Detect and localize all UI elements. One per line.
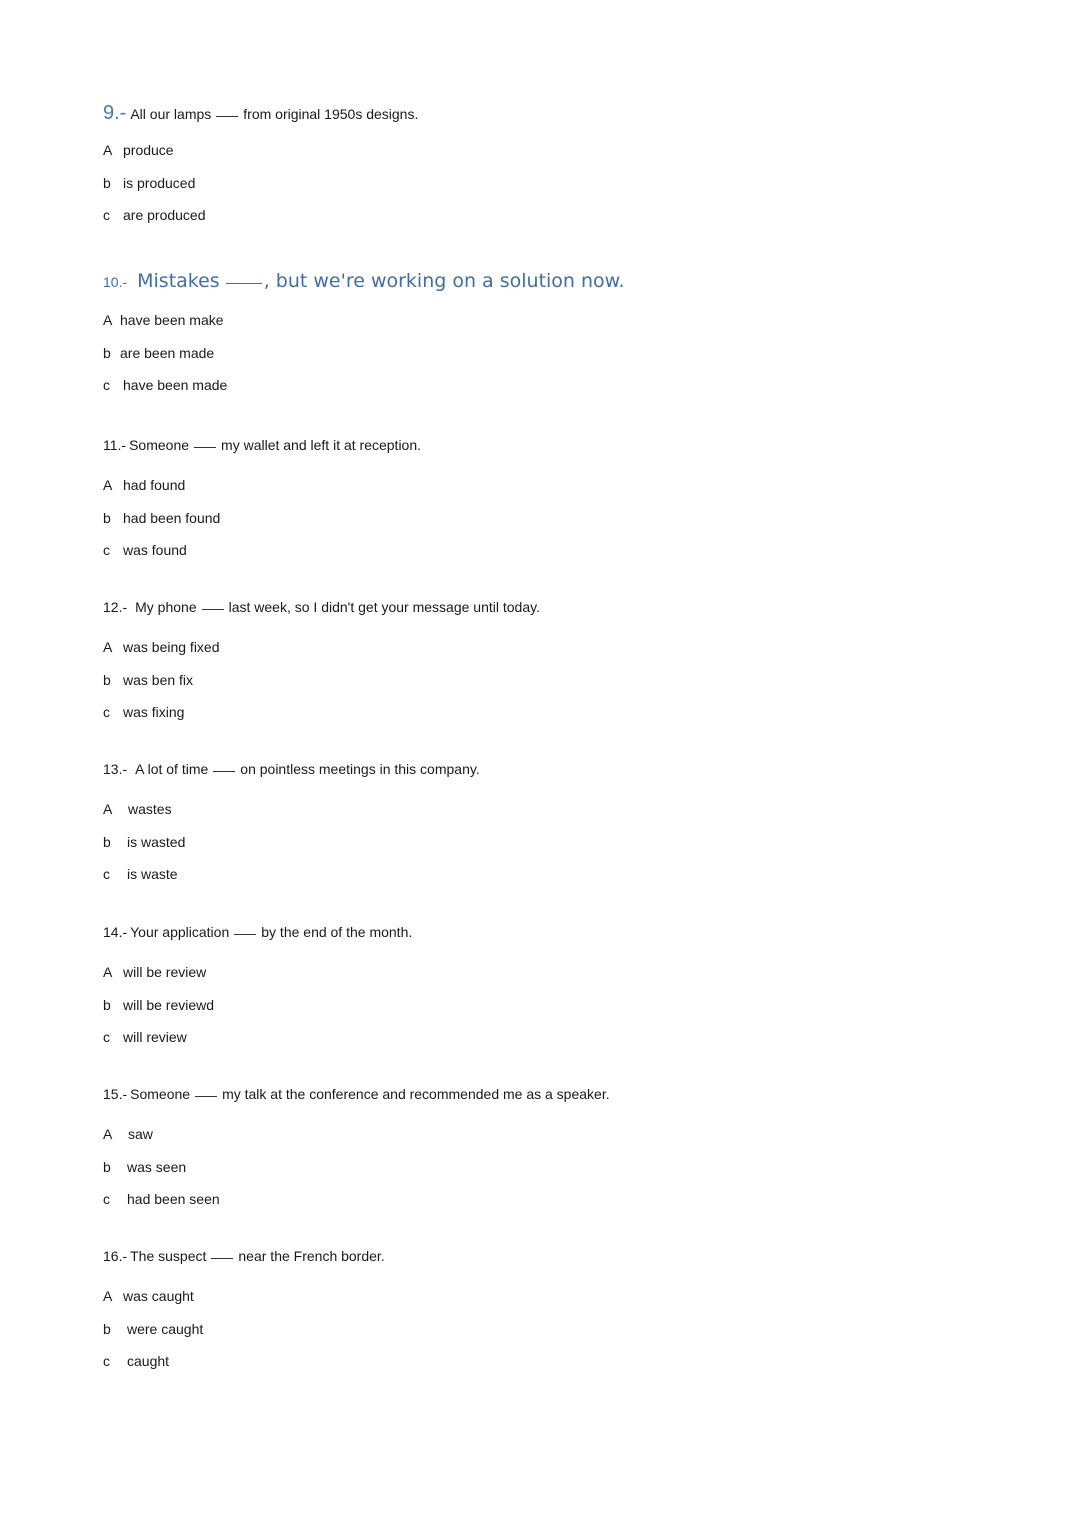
option-letter: A xyxy=(103,142,113,159)
option-c[interactable] xyxy=(103,1021,1003,1054)
option-b[interactable] xyxy=(103,989,1003,1022)
question-number: 12.- xyxy=(103,599,128,615)
stem-before: Someone xyxy=(130,1086,191,1102)
question-13 xyxy=(103,761,1003,891)
option-letter: b xyxy=(103,671,111,688)
question-16 xyxy=(103,1248,1003,1378)
option-a[interactable] xyxy=(103,304,1003,337)
answer-blank xyxy=(216,116,238,117)
option-letter: c xyxy=(103,542,110,559)
stem-after: by the end of the month. xyxy=(261,924,413,940)
option-b[interactable] xyxy=(103,1313,1003,1346)
stem-after: from original 1950s designs. xyxy=(243,106,419,122)
question-number: 11.- xyxy=(103,437,127,453)
question-stem xyxy=(103,102,1003,134)
question-number: 13.- xyxy=(103,761,128,777)
stem-before: The suspect xyxy=(130,1248,207,1264)
option-text: is waste xyxy=(127,866,178,883)
option-letter: c xyxy=(103,1029,110,1046)
option-letter: c xyxy=(103,1353,110,1370)
option-text: will be reviewd xyxy=(123,996,215,1013)
question-9 xyxy=(103,102,1003,232)
question-stem xyxy=(103,924,1003,956)
option-letter: b xyxy=(103,344,111,361)
option-c[interactable] xyxy=(103,1183,1003,1216)
option-letter: c xyxy=(103,377,110,394)
question-11 xyxy=(103,437,1003,567)
option-text: had been seen xyxy=(127,1191,220,1208)
option-c[interactable] xyxy=(103,369,1003,402)
option-text: was seen xyxy=(127,1158,187,1175)
answer-blank xyxy=(194,447,216,448)
question-number: 10.- xyxy=(103,274,128,290)
answer-blank xyxy=(195,1096,217,1097)
option-letter: b xyxy=(103,174,111,191)
question-stem xyxy=(103,1086,1003,1118)
stem-before: Mistakes xyxy=(137,270,220,292)
answer-blank xyxy=(234,934,256,935)
option-letter: b xyxy=(103,996,111,1013)
option-text: were caught xyxy=(127,1320,204,1337)
option-letter: c xyxy=(103,1191,110,1208)
option-b[interactable] xyxy=(103,826,1003,859)
option-text: are produced xyxy=(123,207,206,224)
question-15 xyxy=(103,1086,1003,1216)
option-letter: A xyxy=(103,801,113,818)
option-text: saw xyxy=(128,1126,153,1143)
stem-after: my wallet and left it at reception. xyxy=(221,437,422,453)
option-text: is wasted xyxy=(127,833,186,850)
option-letter: A xyxy=(103,477,113,494)
answer-blank xyxy=(226,283,262,284)
question-stem xyxy=(103,1248,1003,1280)
option-b[interactable] xyxy=(103,664,1003,697)
question-stem xyxy=(103,437,1003,469)
option-text: was being fixed xyxy=(123,639,220,656)
option-c[interactable] xyxy=(103,696,1003,729)
question-10 xyxy=(103,270,1003,402)
stem-after: , but we're working on a solution now. xyxy=(263,270,625,292)
stem-after: my talk at the conference and recommended me as a speaker. xyxy=(222,1086,610,1102)
option-b[interactable] xyxy=(103,1151,1003,1184)
stem-before: My phone xyxy=(135,599,197,615)
option-c[interactable] xyxy=(103,1345,1003,1378)
answer-blank xyxy=(213,771,235,772)
option-letter: A xyxy=(103,964,113,981)
option-text: caught xyxy=(127,1353,170,1370)
answer-blank xyxy=(202,609,224,610)
option-letter: b xyxy=(103,1158,111,1175)
option-text: are been made xyxy=(120,344,215,361)
option-text: was fixing xyxy=(123,704,185,721)
option-text: is produced xyxy=(123,174,196,191)
option-text: have been make xyxy=(120,312,224,329)
stem-before: All our lamps xyxy=(130,106,212,122)
option-letter: b xyxy=(103,509,111,526)
option-text: have been made xyxy=(123,377,228,394)
option-text: was found xyxy=(123,542,187,559)
question-number: 16.- xyxy=(103,1248,128,1264)
option-letter: c xyxy=(103,704,110,721)
stem-after: on pointless meetings in this company. xyxy=(240,761,480,777)
option-text: will review xyxy=(123,1029,187,1046)
option-text: was caught xyxy=(123,1288,194,1305)
stem-after: near the French border. xyxy=(238,1248,385,1264)
option-a[interactable] xyxy=(103,1118,1003,1151)
option-a[interactable] xyxy=(103,469,1003,502)
option-c[interactable] xyxy=(103,199,1003,232)
option-letter: A xyxy=(103,312,113,329)
question-stem xyxy=(103,270,1003,304)
option-text: had been found xyxy=(123,509,221,526)
option-text: produce xyxy=(123,142,174,159)
answer-blank xyxy=(211,1258,233,1259)
option-a[interactable] xyxy=(103,134,1003,167)
option-a[interactable] xyxy=(103,1280,1003,1313)
option-a[interactable] xyxy=(103,631,1003,664)
option-a[interactable] xyxy=(103,956,1003,989)
option-c[interactable] xyxy=(103,534,1003,567)
option-letter: A xyxy=(103,1126,113,1143)
question-stem xyxy=(103,599,1003,631)
question-number: 9.- xyxy=(103,102,127,124)
question-14 xyxy=(103,924,1003,1054)
stem-before: Someone xyxy=(129,437,190,453)
question-stem xyxy=(103,761,1003,793)
option-letter: b xyxy=(103,833,111,850)
option-b[interactable] xyxy=(103,502,1003,535)
question-number: 14.- xyxy=(103,924,128,940)
option-text: had found xyxy=(123,477,186,494)
option-b[interactable] xyxy=(103,337,1003,370)
option-text: will be review xyxy=(123,964,207,981)
option-letter: b xyxy=(103,1320,111,1337)
option-letter: c xyxy=(103,866,110,883)
option-letter: A xyxy=(103,1288,113,1305)
option-letter: c xyxy=(103,207,110,224)
stem-after: last week, so I didn't get your message until today. xyxy=(228,599,540,615)
question-number: 15.- xyxy=(103,1086,128,1102)
option-b[interactable] xyxy=(103,167,1003,200)
option-c[interactable] xyxy=(103,858,1003,891)
stem-before: A lot of time xyxy=(135,761,209,777)
option-a[interactable] xyxy=(103,793,1003,826)
option-text: was ben fix xyxy=(123,671,194,688)
option-letter: A xyxy=(103,639,113,656)
question-12 xyxy=(103,599,1003,729)
option-text: wastes xyxy=(128,801,172,818)
stem-before: Your application xyxy=(130,924,230,940)
